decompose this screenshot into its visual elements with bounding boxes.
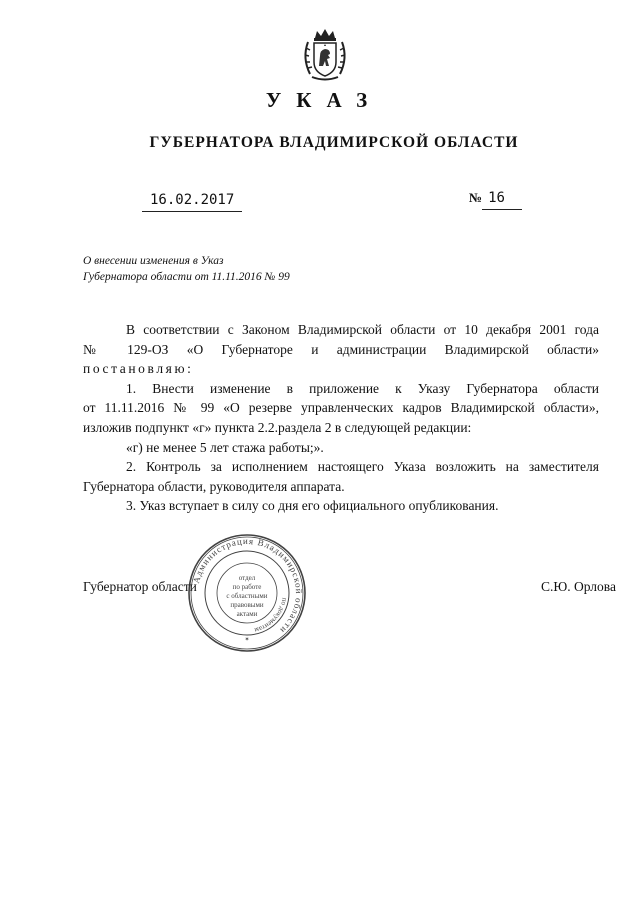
stamp-center-line-1: отдел — [238, 574, 256, 582]
reference-block — [83, 253, 290, 285]
stamp-center-line-5: актами — [236, 610, 258, 618]
decree-body — [83, 320, 599, 516]
signatory-name: С.Ю. Орлова — [540, 579, 616, 594]
signatory-position: Губернатор области — [83, 579, 197, 594]
paragraph-3: «г) не менее 5 лет стажа работы;». — [126, 439, 324, 455]
decree-number: 16 — [488, 190, 505, 206]
paragraph-1-line-1: В соответствии с Законом Владимирской области от 10 декабря 2001 года — [126, 322, 599, 337]
document-subtitle: ГУБЕРНАТОРА ВЛАДИМИРСКОЙ ОБЛАСТИ — [149, 134, 519, 151]
stamp-ring-text: по документам — [253, 597, 289, 635]
paragraph-2-line-1: 1. Внести изменение в приложение к Указу Губернатора области — [126, 380, 599, 396]
paragraph-1-line-2: № 129-ОЗ «О Губернаторе и администрации Владимирской области» — [83, 341, 599, 357]
stamp-center-line-3: с областными — [226, 592, 268, 600]
reference-line-2: Губернатора области от 11.11.2016 № 99 — [83, 271, 290, 283]
stamp-center-line-4: правовыми — [230, 601, 264, 609]
date-underline — [142, 211, 242, 212]
paragraph-1-line-3: постановляю: — [83, 361, 194, 377]
decree-date: 16.02.2017 — [150, 192, 235, 208]
decree-number-field — [469, 190, 505, 207]
paragraph-5: 3. Указ вступает в силу со дня его официального опубликования. — [126, 498, 499, 514]
document-title: УКАЗ — [265, 88, 383, 112]
stamp-star-icon: ✶ — [244, 637, 250, 643]
official-stamp — [187, 533, 307, 653]
paragraph-2-line-3: изложив подпункт «г» пункта 2.2.раздела 2 в следующей редакции: — [83, 419, 472, 435]
number-underline — [482, 209, 522, 210]
paragraph-2-line-2: от 11.11.2016 № 99 «О резерве управленческих кадров Владимирской области», — [83, 400, 599, 416]
coat-of-arms-icon — [300, 28, 350, 82]
paragraph-4-line-2: Губернатора области, руководителя аппарата. — [83, 478, 345, 494]
number-sign: № — [469, 190, 483, 205]
reference-line-1: О внесении изменения в Указ — [83, 255, 224, 267]
stamp-outer-text: Администрация Владимирской области — [190, 535, 305, 636]
stamp-center-line-2: по работе — [232, 583, 262, 591]
paragraph-4-line-1: 2. Контроль за исполнением настоящего Указа возложить на заместителя — [126, 459, 599, 475]
